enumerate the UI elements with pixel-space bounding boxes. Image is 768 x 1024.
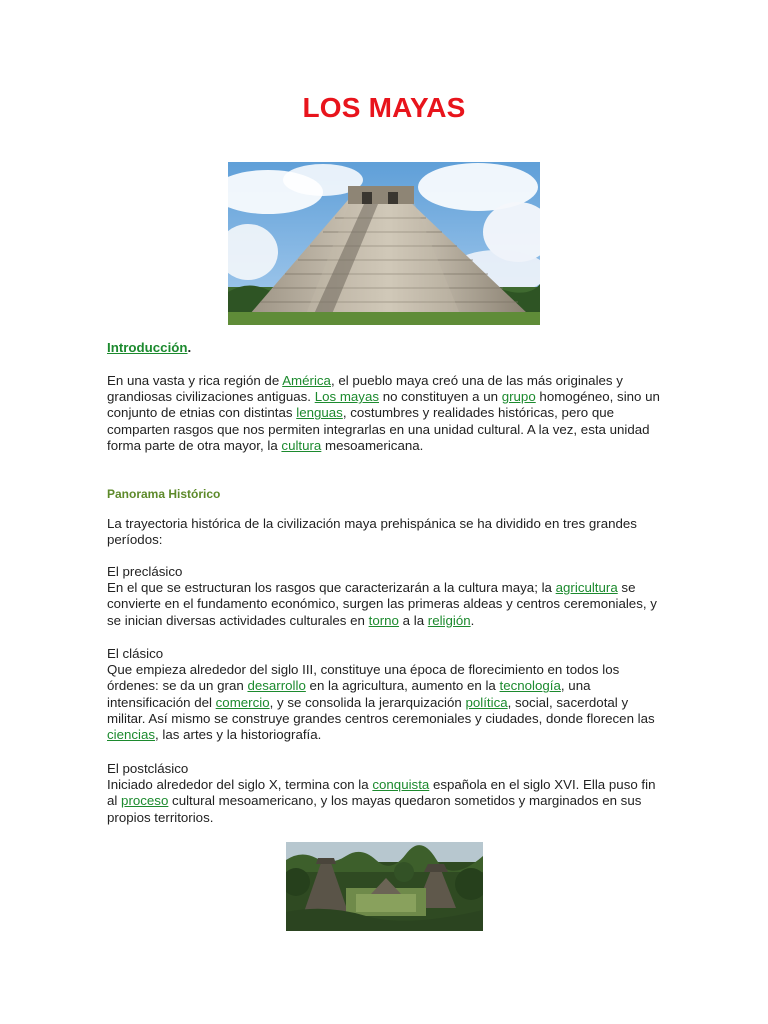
link-los-mayas[interactable]: Los mayas (314, 389, 379, 405)
link-grupo[interactable]: grupo (501, 389, 536, 405)
section-heading-panorama: Panorama Histórico (107, 487, 221, 501)
link-ciencias[interactable]: ciencias (107, 727, 156, 743)
link-comercio[interactable]: comercio (215, 694, 270, 710)
intro-paragraph: En una vasta y rica región de América, el pueblo maya creó una de las más originales y grandiosas civilizaciones antiguas. Los mayas no constituyen a un grupo homogéneo, sino un conjunto de etnias con distintas lenguas, costumbres y realidades históricas, pero que comparten rasgos que nos permiten integrarlas en una unidad cultural. A la vez, esta unidad forma parte de otra mayor, la cultura mesoamericana. (107, 373, 660, 453)
preclasico-section: El preclásico En el que se estructuran los rasgos que caracterizarán a la cultura maya; la agricultura se convierte en el fundamento económico, surgen las primeras aldeas y centros ceremoniales, y se inician diversas actividades culturales en torno a la religión. (107, 564, 662, 629)
postclasico-heading: El postclásico (107, 761, 189, 776)
clasico-heading: El clásico (107, 646, 164, 661)
link-politica[interactable]: política (465, 694, 508, 710)
pyramid-photo (228, 162, 540, 325)
postclasico-section: El postclásico Iniciado alrededor del siglo X, termina con la conquista española en el siglo XVI. Ella puso fin al proceso cultural mesoamericano, y los mayas quedaron sometidos y marginados en sus propios territorios. (107, 761, 662, 826)
intro-heading[interactable]: Introducción (107, 340, 188, 355)
page-title: LOS MAYAS (302, 92, 466, 123)
link-tecnologia[interactable]: tecnología (499, 678, 561, 694)
link-torno[interactable]: torno (368, 612, 399, 628)
link-america[interactable]: América (282, 373, 331, 388)
intro-heading-dot: . (187, 340, 192, 355)
link-proceso[interactable]: proceso (121, 793, 169, 809)
intro-heading-wrap (107, 340, 662, 356)
ruins-photo (286, 842, 483, 931)
link-religion[interactable]: religión (427, 612, 471, 628)
panorama-lead: La trayectoria histórica de la civilización maya prehispánica se ha dividido en tres grandes períodos: (107, 516, 637, 548)
preclasico-heading: El preclásico (107, 564, 183, 579)
link-desarrollo[interactable]: desarrollo (247, 678, 306, 694)
link-cultura[interactable]: cultura (281, 437, 322, 453)
link-agricultura[interactable]: agricultura (555, 580, 618, 596)
clasico-section: El clásico Que empieza alrededor del siglo III, constituye una época de florecimiento en todos los órdenes: se da un gran desarrollo en la agricultura, aumento en la tecnología, una intensificación del comercio, y se consolida la jerarquización política, social, sacerdotal y militar. Así mismo se construye grandes centros ceremoniales y ciudades, donde florecen las ciencias, las artes y la historiografía. (107, 646, 662, 743)
link-conquista[interactable]: conquista (372, 777, 430, 793)
link-lenguas[interactable]: lenguas (296, 405, 343, 421)
